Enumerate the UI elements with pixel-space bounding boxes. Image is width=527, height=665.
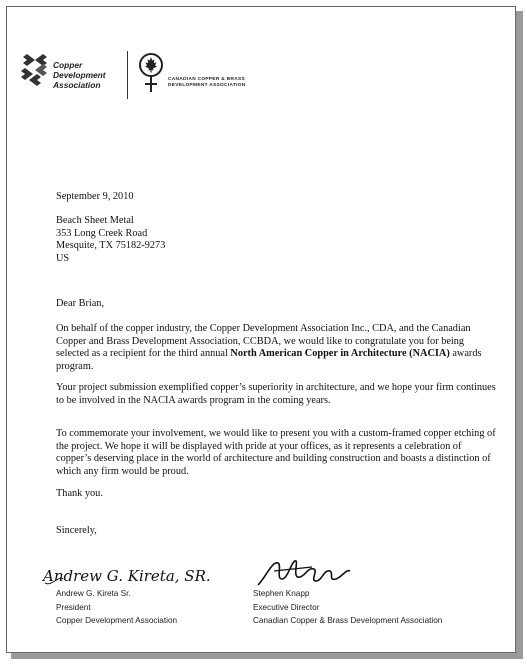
paragraph-text: On behalf of the copper industry, the Copper Development Association Inc., CDA, and the Canadian Copper and Brass Development Association, CCBDA, we would like to congratulate you for being selected as a recipient for the third annual bbox=[56, 323, 471, 360]
signer-title: Executive Director bbox=[253, 602, 320, 612]
signature-kireta-text: Andrew G. Kireta, SR. bbox=[43, 567, 211, 585]
closing: Sincerely, bbox=[56, 525, 97, 536]
signer-knapp-block bbox=[253, 587, 442, 628]
signer-title: President bbox=[56, 602, 91, 612]
cda-wordmark-line: Copper bbox=[53, 60, 83, 70]
paragraph-commemorate: To commemorate your involvement, we would like to present you with a custom-framed copper etching of the project. We hope it will be displayed with pride at your offices, as it represents a celebration of copper’s deserving place in the world of architecture and building construction and boasts a distinction of which any firm would be proud. bbox=[56, 428, 496, 477]
ccbda-wordmark-line: DEVELOPMENT ASSOCIATION bbox=[168, 83, 246, 88]
address-line: Beach Sheet Metal bbox=[56, 215, 134, 226]
paragraph-text: awards program. bbox=[56, 348, 482, 372]
signer-name: Andrew G. Kireta Sr. bbox=[56, 589, 131, 598]
letter-page bbox=[6, 6, 516, 653]
thank-you-line: Thank you. bbox=[56, 488, 103, 499]
ccbda-wordmark bbox=[168, 77, 246, 89]
paragraph-congratulations bbox=[56, 323, 496, 373]
recipient-address bbox=[56, 215, 165, 265]
paragraph-submission: Your project submission exemplified copper’s superiority in architecture, and we hope your firm continues to be involved in the NACIA awards program in the coming years. bbox=[56, 382, 496, 406]
signer-organization: Canadian Copper & Brass Development Association bbox=[253, 616, 443, 625]
award-program-name: North American Copper in Architecture (NACIA) bbox=[230, 348, 450, 360]
maple-leaf-copper-symbol-icon bbox=[138, 52, 164, 96]
address-line: 353 Long Creek Road bbox=[56, 227, 148, 239]
cda-chevron-logo-icon bbox=[21, 52, 49, 90]
address-line: US bbox=[56, 252, 70, 264]
cda-wordmark-line: Development bbox=[53, 70, 106, 80]
signature-knapp bbox=[252, 555, 362, 591]
letterhead-divider bbox=[127, 51, 128, 99]
signer-name: Stephen Knapp bbox=[253, 589, 310, 598]
letter-date: September 9, 2010 bbox=[56, 191, 134, 202]
cda-wordmark-line: Association bbox=[53, 80, 101, 90]
salutation: Dear Brian, bbox=[56, 298, 105, 309]
cda-wordmark bbox=[53, 60, 106, 90]
signer-kireta-block bbox=[56, 587, 177, 628]
address-line: Mesquite, TX 75182-9273 bbox=[56, 240, 166, 252]
signer-organization: Copper Development Association bbox=[56, 616, 178, 625]
ccbda-wordmark-line: CANADIAN COPPER & BRASS bbox=[168, 77, 245, 82]
